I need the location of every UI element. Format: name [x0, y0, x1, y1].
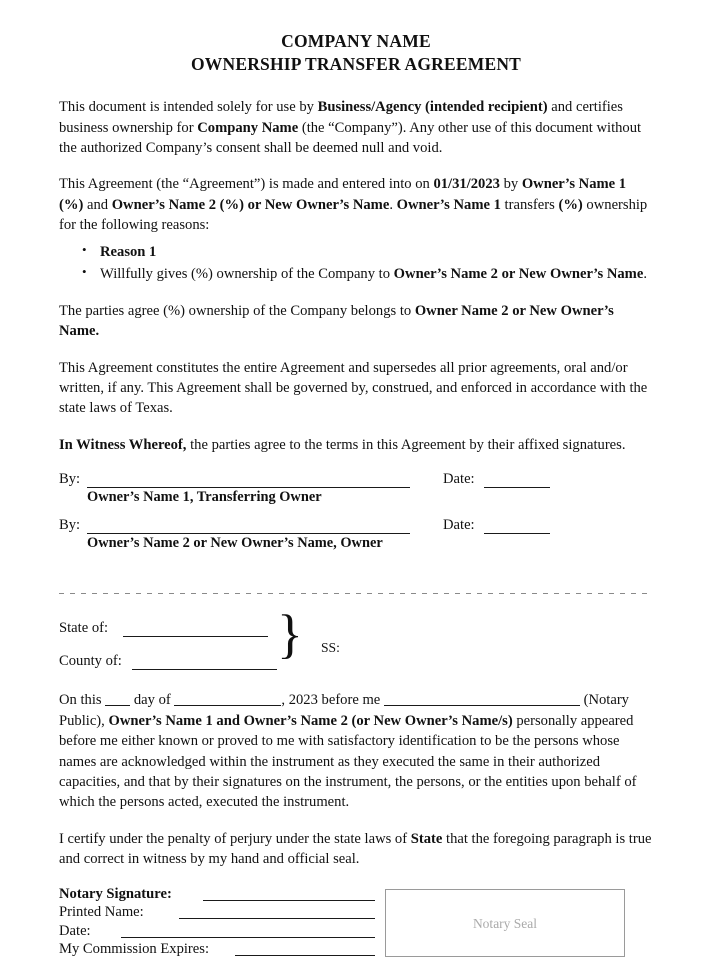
date-line-2[interactable] — [484, 533, 550, 534]
reason-1-text: Reason 1 — [100, 243, 157, 260]
printed-name-line[interactable] — [179, 918, 375, 919]
notary-field-row — [59, 941, 375, 960]
brace-icon: } — [277, 604, 303, 665]
ss-label: SS: — [321, 640, 340, 656]
reasons-list — [59, 242, 653, 285]
venue-block — [59, 604, 653, 690]
ack-text-2: day of — [130, 692, 175, 709]
agreement-text-4: . — [389, 196, 397, 213]
agreement-percent: (%) — [558, 196, 583, 213]
perjury-text-2: that the foregoing paragraph is true and correct in witness by my hand and official seal. — [59, 830, 652, 868]
month-blank[interactable] — [174, 692, 281, 706]
notary-seal-box — [385, 889, 625, 957]
signature-block — [59, 471, 653, 563]
intro-text-3: (the “Company”). Any other use of this document without the authorized Company’s consent shall be deemed null and void. — [59, 119, 642, 157]
ack-owners: Owner’s Name 1 and Owner’s Name 2 (or New Owner’s Name/s) — [108, 712, 513, 729]
agreement-owner1: Owner’s Name 1 (%) — [59, 176, 627, 213]
intro-recipient: Business/Agency (intended recipient) — [317, 99, 548, 116]
signer-name-1: Owner’s Name 1, Transferring Owner — [87, 489, 322, 506]
agreement-text-2: by — [499, 176, 522, 193]
perjury-state: State — [410, 830, 443, 847]
ack-text-3: , 2023 before me — [281, 692, 384, 709]
document-title — [59, 30, 653, 76]
signature-row-2 — [59, 517, 653, 563]
county-label: County of: — [59, 653, 122, 670]
signature-line-2[interactable] — [87, 533, 410, 534]
document-content — [59, 30, 653, 962]
agreement-text-6: ownership for the following reasons: — [59, 196, 648, 234]
commission-expires-line[interactable] — [235, 955, 375, 956]
day-blank[interactable] — [105, 692, 130, 706]
ack-text-5: personally appeared before me either known or proved to me with satisfactory identification to be the persons whose names are acknowledged within the instrument as they executed the same in their authorized capacities, and that by their signatures on the instrument, the persons, or the entities upon behalf of which the persons acted, executed the instrument. — [59, 712, 637, 811]
state-label: State of: — [59, 620, 109, 637]
by-label-2: By: — [59, 517, 81, 534]
notary-date-line[interactable] — [121, 937, 375, 938]
ack-text-1: On this — [59, 692, 106, 709]
witness-heading: In Witness Whereof, — [59, 436, 187, 453]
agreement-date: 01/31/2023 — [433, 176, 500, 193]
signature-row-1 — [59, 471, 653, 517]
reason-2-owner: Owner’s Name 2 or New Owner’s Name — [393, 265, 644, 282]
by-label-1: By: — [59, 471, 81, 488]
entire-agreement-paragraph: This Agreement constitutes the entire Agreement and supersedes all prior agreements, oral and/or written, if any. This Agreement shall be governed by, construed, and enforced in accordance with the state laws of Texas. — [59, 359, 648, 417]
ack-text-4: (Notary Public), — [59, 692, 629, 729]
notary-fields-wrap — [59, 886, 375, 960]
parties-agree-owner: Owner Name 2 or New Owner’s Name. — [59, 302, 614, 340]
intro-text-2: and certifies business ownership for — [59, 99, 623, 136]
title-line-agreement: OWNERSHIP TRANSFER AGREEMENT — [190, 54, 522, 75]
agreement-transferor: Owner’s Name 1 — [396, 196, 501, 213]
agreement-text-1: This Agreement (the “Agreement”) is made and entered into on — [59, 176, 434, 193]
list-item — [100, 264, 653, 285]
reason-2-text-after: . — [643, 265, 647, 282]
agreement-owner2: Owner’s Name 2 (%) or New Owner’s Name — [111, 196, 390, 213]
perjury-paragraph — [59, 829, 653, 870]
section-divider — [59, 593, 653, 594]
notary-name-blank[interactable] — [384, 692, 580, 706]
parties-agree-text: The parties agree (%) ownership of the Company belongs to — [59, 302, 415, 319]
date-label-1: Date: — [443, 471, 475, 488]
notary-signature-line[interactable] — [203, 900, 375, 901]
intro-company: Company Name — [197, 119, 299, 136]
notary-field-row — [59, 923, 375, 942]
notary-field-row — [59, 886, 375, 905]
notary-date-label: Date: — [59, 922, 91, 939]
date-line-1[interactable] — [484, 487, 550, 488]
intro-paragraph — [59, 97, 653, 158]
signer-name-2: Owner’s Name 2 or New Owner’s Name, Owner — [87, 535, 383, 552]
acknowledgment-paragraph — [59, 690, 653, 813]
list-item — [100, 242, 653, 263]
witness-text: the parties agree to the terms in this Agreement by their affixed signatures. — [186, 436, 626, 453]
perjury-text-1: I certify under the penalty of perjury under the state laws of — [59, 830, 411, 847]
title-line-company: COMPANY NAME — [281, 31, 431, 51]
state-input-line[interactable] — [123, 636, 268, 637]
county-row — [59, 653, 653, 686]
commission-expires-label: My Commission Expires: — [59, 941, 209, 958]
witness-paragraph — [59, 435, 653, 455]
intro-text-1: This document is intended solely for use by — [59, 99, 318, 116]
notary-field-row — [59, 904, 375, 923]
notary-signature-block — [59, 886, 653, 962]
parties-agree-paragraph — [59, 301, 653, 342]
date-label-2: Date: — [443, 517, 475, 534]
agreement-text-5: transfers — [500, 196, 559, 213]
signature-line-1[interactable] — [87, 487, 410, 488]
agreement-text-3: and — [83, 196, 112, 213]
reason-2-text-before: Willfully gives (%) ownership of the Company to — [100, 265, 394, 282]
printed-name-label: Printed Name: — [59, 904, 144, 921]
notary-signature-label: Notary Signature: — [59, 885, 172, 902]
agreement-paragraph — [59, 174, 653, 235]
notary-seal-label: Notary Seal — [472, 915, 538, 931]
county-input-line[interactable] — [132, 669, 277, 670]
state-row — [59, 620, 653, 653]
